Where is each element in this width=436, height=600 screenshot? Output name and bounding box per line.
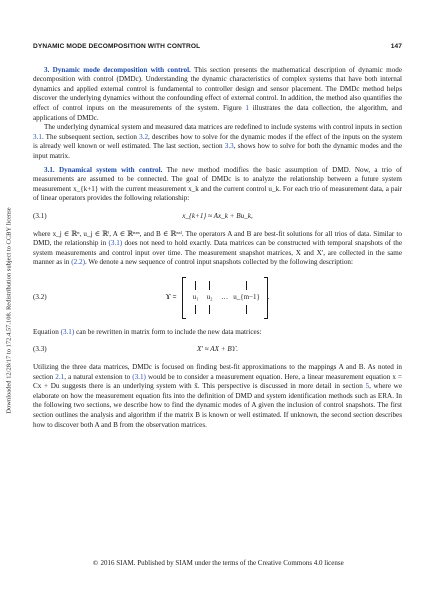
equation-body: X′ ≈ AX + Bϒ.	[196, 345, 239, 354]
matrix-cell: u_{m−1}	[233, 293, 260, 302]
download-stamp-text: Downloaded 12/28/17 to 172.4.57.108. Redistribution subject to CCBY license	[5, 206, 13, 414]
column-bar	[209, 281, 210, 290]
section-3-p1-text: This section presents the mathematical description of dynamic mode decomposition with control (DMDc). Understanding the dynamic characteristics of complex systems that have both internal dynamics and applied external control is fundamental to controller design and sensor placement. The DMDc method helps discover the underlying dynamics without the confounding effect of external control. In addition, the method also quantifies the effect of control inputs on the measurements of the system. Figure	[33, 65, 403, 112]
section-3-paragraph-1	[33, 66, 402, 124]
section-3-1-paragraph-2	[33, 230, 402, 268]
section-3-title: 3. Dynamic mode decomposition with control.	[44, 65, 191, 74]
section-3-p2-c: , describes how to solve for the dynamic modes if the effect of the inputs on the system is already well known or well estimated. The last section, section	[33, 132, 402, 151]
matrix-cell: u₁	[192, 293, 199, 302]
column-bar	[209, 305, 210, 314]
running-header	[33, 42, 402, 52]
section-3-1-p2-a: where x_j ∈ ℝⁿ, u_j ∈ ℝˡ, A ∈ ℝⁿˣⁿ, and B ∈ ℝⁿˣˡ. The operators A and B are best-fit solutions for all trios of data. Similar to DMD, the relationship in	[33, 229, 402, 248]
matrix-cell: …	[221, 293, 229, 302]
page-number: 147	[390, 43, 402, 50]
copyright-symbol: ©	[92, 559, 99, 567]
equation-3-1-link[interactable]: (3.1)	[132, 372, 146, 381]
left-bracket	[182, 277, 186, 319]
section-3-1-p3-b: can be rewritten in matrix form to include the new data matrices:	[76, 327, 262, 336]
section-3-1-p4-b: , a natural extension to	[64, 372, 131, 381]
equation-3-3	[33, 345, 402, 355]
license-footer	[0, 559, 436, 567]
column-bar	[246, 305, 247, 314]
matrix-period: .	[267, 293, 270, 302]
section-3-1-p4-a: Utilizing the three data matrices, DMDc is focused on finding best-fit approximations to the mappings A and B. As noted in section	[33, 363, 402, 381]
matrix-lhs: ϒ =	[165, 293, 177, 302]
section-3-3-link[interactable]: 3.3	[224, 142, 234, 151]
section-3-p2-a: The underlying dynamical system and measured data matrices are redefined to include systems with control inputs in section	[44, 123, 402, 132]
download-stamp	[2, 150, 16, 470]
section-3-1-title: 3.1. Dynamical system with control.	[44, 165, 163, 174]
column-bar	[195, 305, 196, 314]
section-3-1-p1-text: The new method modifies the basic assumption of DMD. Now, a trio of measurements are assumed to be connected. The goal of DMDc is to analyze the relationship between a future system measurement x_{k+1} with the current measurement x_k and the current control u_k. For each trio of measurement data, a pair of linear operators provides the following relationship:	[33, 165, 403, 203]
column-bar	[246, 281, 247, 290]
equation-2-2-link[interactable]: (2.2)	[71, 258, 85, 267]
section-3-1-paragraph-1	[33, 166, 402, 204]
section-3-1-p4-d: , where we elaborate on how the measurement equation fits into the definition of DMD and system identification methods such as ERA. In the following two sections, we describe how to find the dynamic modes of A given the inclusion of control snapshots. The first section outlines the analysis and algorithm if the matrix B is known or well estimated. If unknown, the second section describes how to discover both A and B from the observation matrices.	[33, 382, 402, 429]
section-3-1-paragraph-3	[33, 328, 402, 338]
equation-3-1-link[interactable]: (3.1)	[60, 327, 75, 336]
section-3-1-p3-a: Equation	[33, 327, 59, 336]
equation-3-1-link[interactable]: (3.1)	[108, 239, 123, 248]
equation-number: (3.2)	[33, 293, 47, 302]
column-bar	[195, 281, 196, 290]
paper-page	[33, 42, 402, 430]
equation-body: x_{k+1} ≈ Ax_k + Bu_k,	[182, 211, 253, 220]
running-title: DYNAMIC MODE DECOMPOSITION WITH CONTROL	[33, 43, 201, 50]
section-3-2-link[interactable]: 3.2	[139, 132, 149, 141]
control-snapshot-matrix	[166, 277, 270, 319]
equation-number: (3.1)	[33, 211, 47, 220]
equation-number: (3.3)	[33, 345, 47, 354]
section-2-1-link[interactable]: 2.1	[55, 372, 65, 381]
section-3-paragraph-2	[33, 123, 402, 161]
section-3-1-paragraph-4	[33, 363, 402, 430]
figure-1-link[interactable]: 1	[245, 103, 249, 112]
section-3-p2-d: , shows how to solve for both the dynamic modes and the input matrix.	[33, 142, 402, 160]
license-text: 2016 SIAM. Published by SIAM under the terms of the Creative Commons 4.0 license	[100, 559, 344, 567]
matrix-grid	[189, 280, 261, 316]
equation-3-2	[33, 277, 402, 319]
section-3-1-link[interactable]: 3.1	[33, 132, 42, 141]
section-3-1-p2-b: does not need to hold exactly. Data matrices can be constructed with temporal snapshots of the system measurements and control input over time. The measurement snapshot matrices, X and X′, are collected in the same manner as in	[33, 239, 402, 267]
section-3-1-p2-c: . We denote a new sequence of control input snapshots collected by the following description:	[84, 258, 353, 267]
equation-3-1	[33, 212, 402, 222]
section-3-1-p4-c: would be to consider a measurement equation. Here, a linear measurement equation x = Cx + Du suggests there is an underlying system with x̃. This perspective is discussed in more detail in section	[33, 372, 402, 391]
matrix-cell: u₂	[206, 293, 213, 302]
section-3-p1-end: illustrates the data collection, the algorithm, and applications of DMDc.	[33, 103, 402, 122]
section-5-link[interactable]: 5	[365, 382, 370, 391]
section-3-p2-b: . The subsequent section, section	[41, 132, 137, 141]
equation-body	[73, 277, 362, 319]
